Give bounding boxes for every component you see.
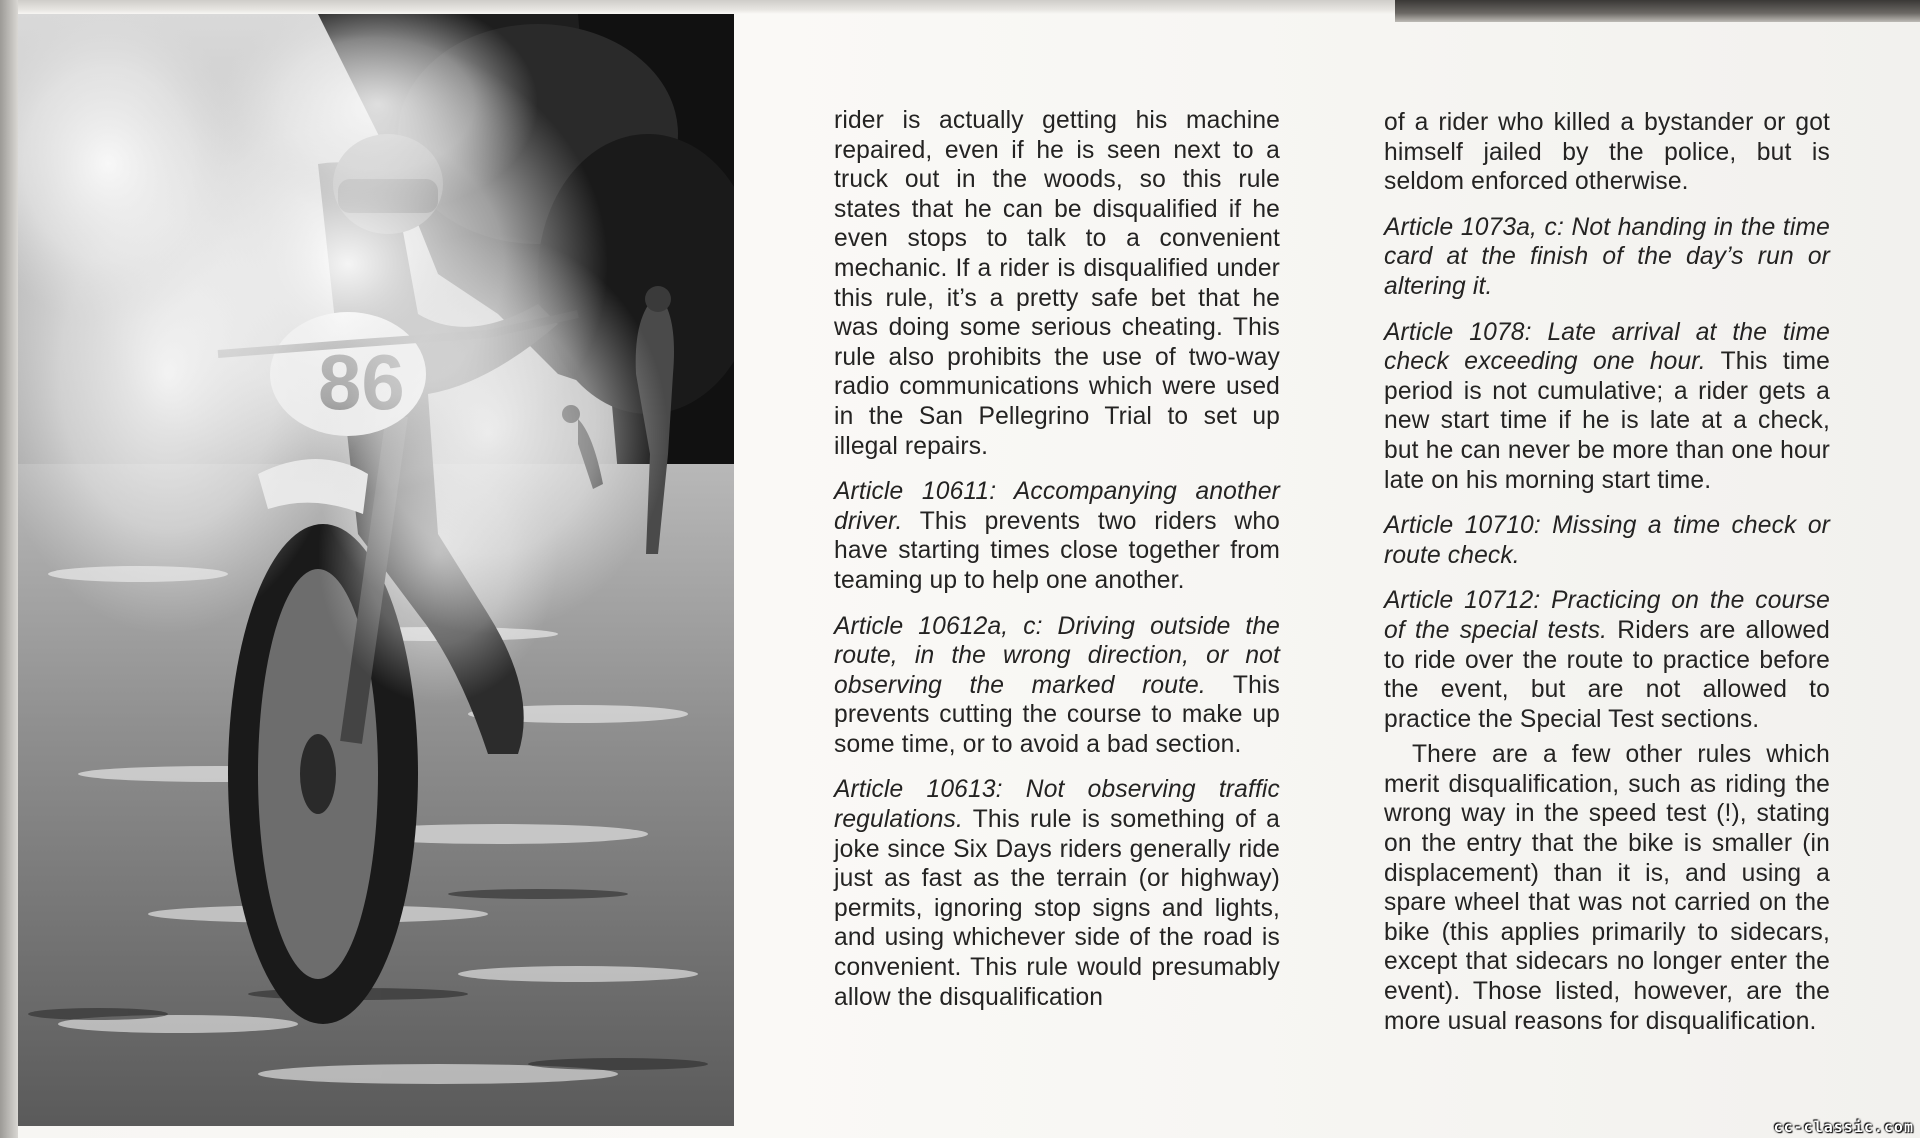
article-10612 <box>834 612 1280 760</box>
article-1073 <box>1384 213 1830 302</box>
page-left-edge <box>0 0 18 1138</box>
article-heading: Article 1073a, c: Not handing in the time card at the finish of the day’s run or altering it. <box>1384 213 1830 300</box>
article-heading: Article 10613: Not observing traffic regulations. <box>834 776 1280 834</box>
rider-river-photo <box>18 14 734 1126</box>
paragraph-rider-repaired <box>834 106 1280 461</box>
article-10611 <box>834 477 1280 595</box>
middle-text-column <box>834 106 1280 1028</box>
article-body: This rule is something of a joke since Six Days riders generally ride just as fast as the terrain (or highway) permits, ignoring stop signs and lights, and using whichever side of the road is convenient. This rule would presumably allow the disqualification <box>834 806 1280 1011</box>
article-10613 <box>834 775 1280 1012</box>
article-body: This time period is not cumulative; a rider gets a new start time if he is late at a check, but he can never be more than one hour late on his morning start time. <box>1384 348 1830 494</box>
right-text-column <box>1384 108 1830 1036</box>
article-10710 <box>1384 511 1830 570</box>
site-watermark: cc-classic.com <box>1773 1118 1914 1136</box>
paragraph-bystander <box>1384 108 1830 197</box>
paragraph-closing <box>1384 740 1830 1036</box>
article-heading: Article 10611: Accompanying another driver. <box>834 478 1280 535</box>
article-heading: Article 1078: Late arrival at the time check exceeding one hour. <box>1384 318 1830 376</box>
article-1078 <box>1384 318 1830 496</box>
adjacent-photo-edge <box>1395 0 1920 22</box>
article-body: This prevents cutting the course to make up some time, or to avoid a bad section. <box>834 671 1280 758</box>
article-heading: Article 10712: Practicing on the course of the special tests. <box>1384 587 1830 644</box>
article-body: This prevents two riders who have starting times close together from teaming up to help one another. <box>834 507 1280 594</box>
article-heading: Article 10612a, c: Driving outside the route, in the wrong direction, or not observing the marked route. <box>834 612 1280 699</box>
paragraph-text: There are a few other rules which merit disqualification, such as riding the wrong way in the speed test (!), stating on the entry that the bike is smaller (in displacement) than it is, and using a spare wheel that was not carried on the bike (this applies primarily to sidecars, except that sidecars no longer enter the event). Those listed, however, are the more usual reasons for disqualification. <box>1384 741 1830 1035</box>
article-body: Riders are allowed to ride over the route to practice before the event, but are not allowed to practice the Special Test sections. <box>1384 616 1830 733</box>
article-heading: Article 10710: Missing a time check or route check. <box>1384 512 1830 569</box>
article-10712 <box>1384 586 1830 734</box>
paragraph-text: of a rider who killed a bystander or got himself jailed by the police, but is seldom enforced otherwise. <box>1384 109 1830 196</box>
paragraph-text: rider is actually getting his machine repaired, even if he is seen next to a truck out in the woods, so this rule states that he can be disqualified if he even stops to talk to a convenient mechanic. If a rider is disqualified under this rule, it’s a pretty safe bet that he was doing some serious cheating. This rule also prohibits the use of two-way radio communications which were used in the San Pellegrino Trial to set up illegal repairs. <box>834 107 1280 460</box>
